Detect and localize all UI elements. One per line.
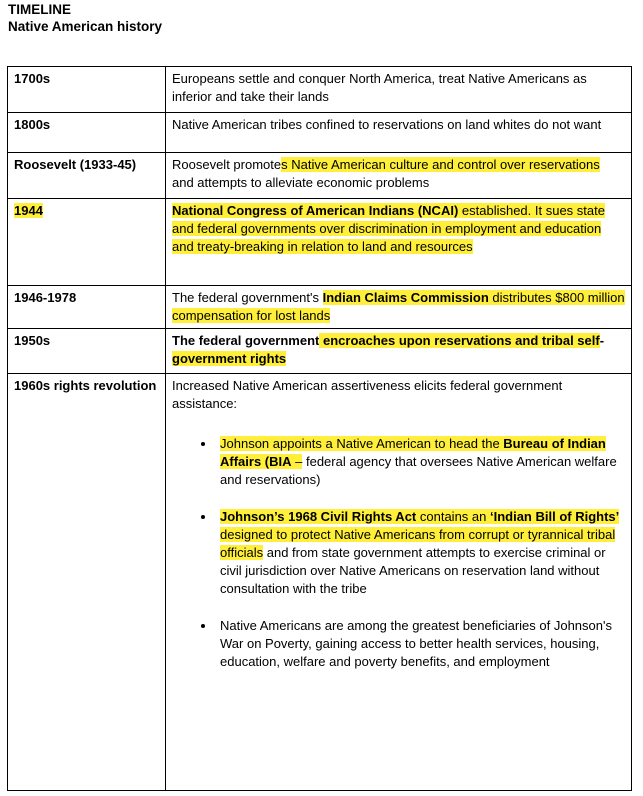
- date-cell: 1950s: [8, 329, 166, 374]
- event-cell: [166, 329, 632, 374]
- highlighted-bold-text: Bureau of Indian Affairs (BIA: [220, 436, 606, 469]
- list-item: [216, 508, 625, 598]
- header-title: TIMELINE: [8, 2, 71, 17]
- date-cell: [8, 199, 166, 286]
- event-text: Roosevelt promote: [172, 157, 282, 172]
- date-cell: 1946-1978: [8, 286, 166, 329]
- event-cell: [166, 153, 632, 199]
- highlighted-bold-text: National Congress of American Indians (NCAI): [172, 203, 459, 218]
- highlighted-bold-text: Indian Claims Commission: [322, 290, 489, 305]
- date-cell: 1960s rights revolution: [8, 374, 166, 791]
- bullet-list: [172, 435, 625, 671]
- date-cell: Roosevelt (1933-45): [8, 153, 166, 199]
- list-item: • Native Americans are among the greatest beneficiaries of Johnson's War on Poverty, gaining access to better health services, housing, education, welfare and poverty benefits, and employment: [216, 617, 625, 671]
- event-cell: Europeans settle and conquer North America, treat Native Americans as inferior and take their lands: [166, 67, 632, 113]
- event-text: and from state government attempts to exercise criminal or civil jurisdiction over Native Americans on reservation land without consultation with the tribe: [220, 545, 606, 596]
- table-row: [8, 286, 632, 329]
- highlighted-text: designed to protect Native Americans from corrupt or tyrannical tribal officials: [220, 527, 616, 560]
- event-text: The federal government's: [172, 290, 323, 305]
- timeline-table: [7, 66, 632, 791]
- event-text: The federal government: [172, 333, 320, 348]
- event-cell: [166, 199, 632, 286]
- table-row: [8, 329, 632, 374]
- highlighted-text: government rights: [172, 351, 287, 366]
- event-cell: [166, 286, 632, 329]
- highlighted-date: 1944: [14, 203, 43, 218]
- event-text: federal agency that oversees Native American welfare and reservations): [220, 454, 617, 487]
- highlighted-bold-text: ‘Indian Bill of Rights’: [489, 509, 620, 524]
- table-row: [8, 374, 632, 791]
- table-row: [8, 67, 632, 113]
- event-cell: [166, 374, 632, 791]
- highlighted-text: Johnson appoints a Native American to head the: [220, 436, 504, 451]
- event-cell: Native American tribes confined to reservations on land whites do not want: [166, 113, 632, 153]
- highlighted-text: encroaches upon reservations and tribal self: [319, 333, 600, 348]
- highlighted-bold-text: Johnson’s 1968 Civil Rights Act: [220, 509, 417, 524]
- date-cell: 1800s: [8, 113, 166, 153]
- event-text: and attempts to alleviate economic problems: [172, 175, 430, 190]
- event-intro: Increased Native American assertiveness elicits federal government assistance:: [172, 378, 563, 411]
- header-subtitle: Native American history: [8, 19, 163, 34]
- table-row: [8, 153, 632, 199]
- highlighted-text: contains an: [416, 509, 490, 524]
- highlighted-text: –: [291, 454, 303, 469]
- event-text: -: [599, 333, 605, 348]
- table-row: [8, 199, 632, 286]
- table-row: [8, 113, 632, 153]
- list-item: [216, 435, 625, 489]
- highlighted-text: established. It sues state and federal governments over discrimination in employment and education and treaty-breaking in relation to land and resources: [172, 203, 605, 254]
- highlighted-text: s Native American culture and control over reservations: [281, 157, 600, 172]
- date-cell: 1700s: [8, 67, 166, 113]
- highlighted-text: distributes $800 million compensation for lost lands: [172, 290, 625, 323]
- document-header: [8, 1, 162, 35]
